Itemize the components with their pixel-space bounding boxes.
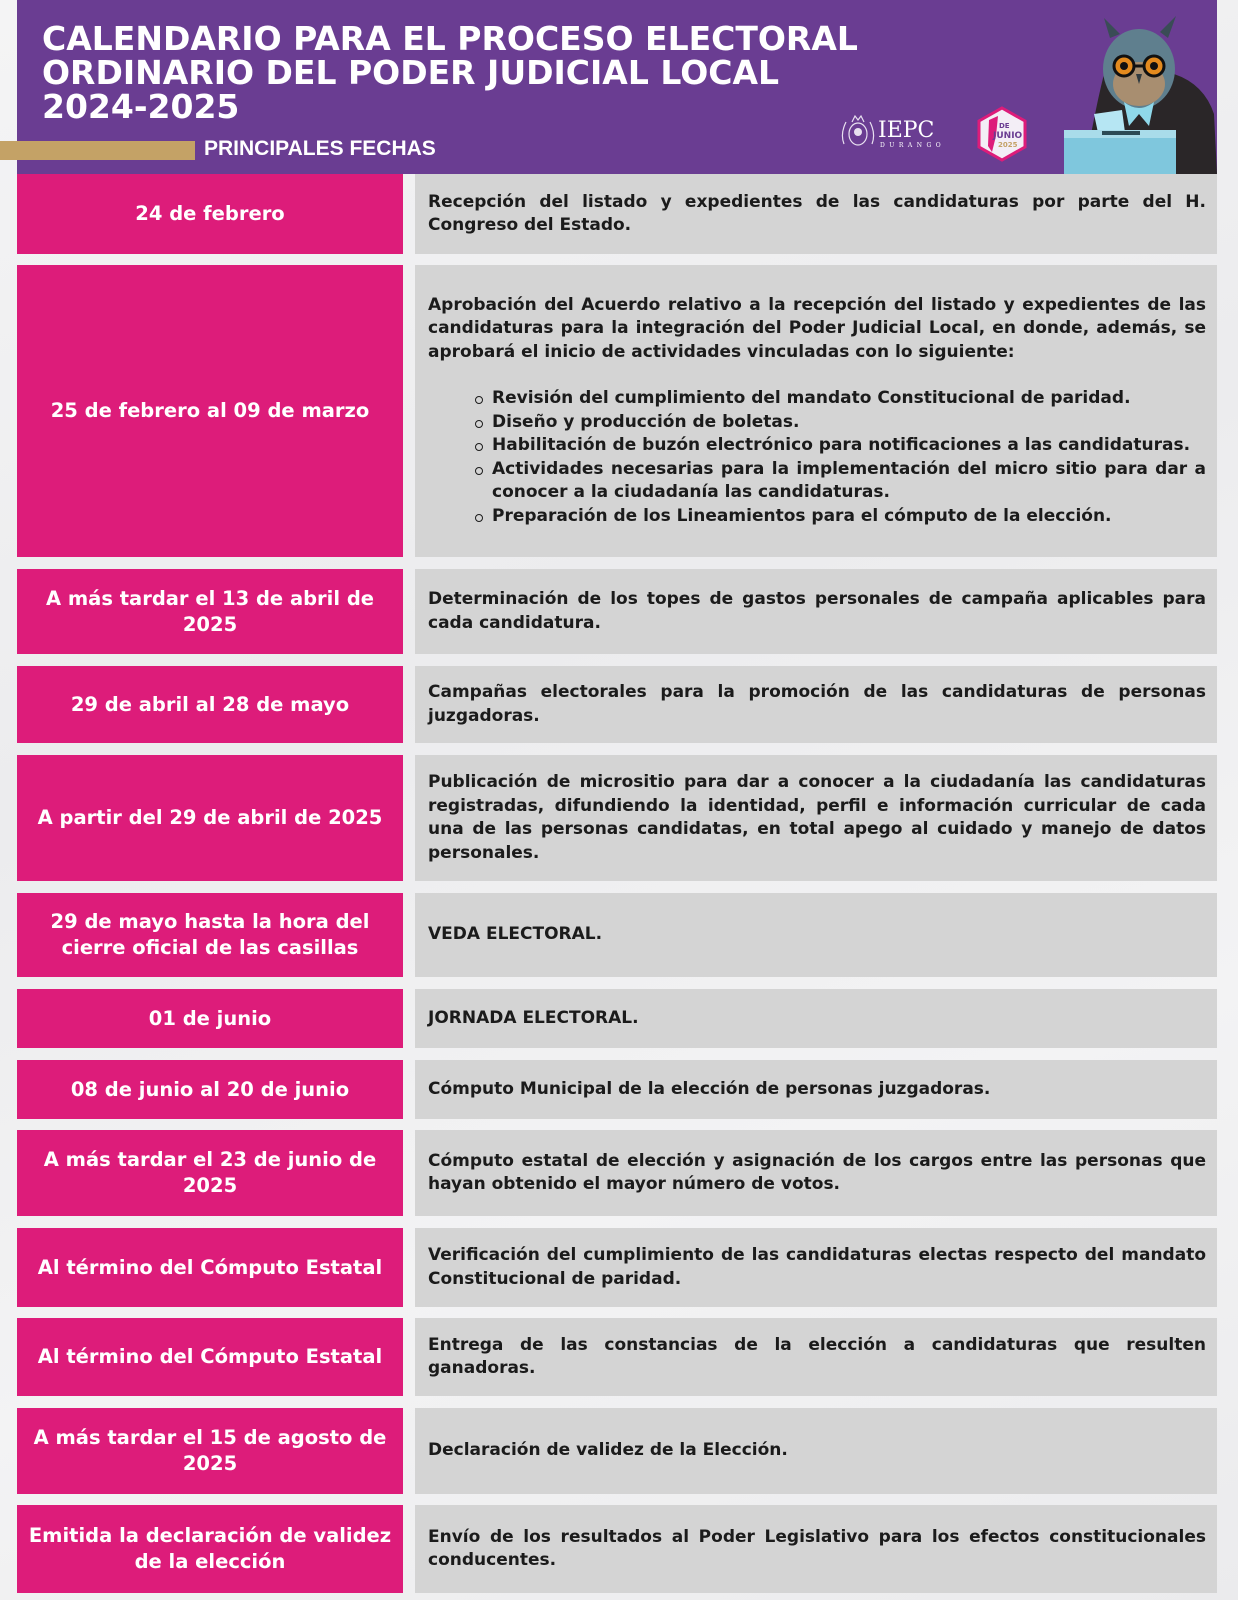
activity-list-item: Actividades necesarias para la implementación del micro sitio para dar a conocer a la ciudadanía las candidaturas. (492, 458, 1206, 505)
calendar-row (17, 265, 1217, 557)
activity-list-item: Preparación de los Lineamientos para el cómputo de la elección. (492, 505, 1206, 529)
row-description-text: Cómputo estatal de elección y asignación de los cargos entre las personas que hayan obtenido el mayor número de votos. (428, 1150, 1206, 1194)
calendar-row (17, 1228, 1217, 1307)
iepc-logo-text: IEPC (878, 118, 935, 143)
row-date: A más tardar el 23 de junio de 2025 (17, 1130, 403, 1216)
activity-list-item: Habilitación de buzón electrónico para notificaciones a las candidaturas. (492, 434, 1206, 458)
junio-logo-junio: JUNIO (993, 131, 1023, 141)
row-date: Al término del Cómputo Estatal (17, 1318, 403, 1396)
row-date: 08 de junio al 20 de junio (17, 1060, 403, 1119)
row-description-text: Aprobación del Acuerdo relativo a la recepción del listado y expedientes de las candidaturas para la integración del Poder Judicial Local, en donde, además, se aprobará el inicio de actividades vinculadas con lo siguiente: (428, 294, 1206, 362)
row-date: 25 de febrero al 09 de marzo (17, 265, 403, 557)
row-description (415, 569, 1217, 654)
row-description-text: Recepción del listado y expedientes de las candidaturas por parte del H. Congreso del Estado. (428, 191, 1206, 235)
calendar-row (17, 1318, 1217, 1396)
row-description-text: VEDA ELECTORAL. (428, 924, 603, 945)
row-date: Al término del Cómputo Estatal (17, 1228, 403, 1307)
row-description (415, 1060, 1217, 1119)
row-description-text: Cómputo Municipal de la elección de personas juzgadoras. (428, 1078, 991, 1099)
row-description-text: Publicación de micrositio para dar a conocer a la ciudadanía las candidaturas registradas, difundiendo la identidad, perfil e información curricular de cada una de las personas candidatas, en total apego al cuidado y manejo de datos personales. (428, 772, 1206, 863)
row-description (415, 666, 1217, 743)
row-description (415, 893, 1217, 977)
iepc-logo (838, 110, 950, 156)
activity-list (428, 387, 1206, 528)
row-date: A partir del 29 de abril de 2025 (17, 755, 403, 881)
calendar-row (17, 989, 1217, 1048)
calendar-row (17, 1408, 1217, 1494)
calendar-row (17, 1060, 1217, 1119)
junio-2025-logo (976, 106, 1028, 162)
calendar-row (17, 755, 1217, 881)
accent-bar (0, 141, 195, 160)
row-description-text: Campañas electorales para la promoción de las candidaturas de personas juzgadoras. (428, 682, 1206, 726)
calendar-row (17, 569, 1217, 654)
activity-list-item: Revisión del cumplimiento del mandato Constitucional de paridad. (492, 387, 1206, 411)
row-date: 24 de febrero (17, 174, 403, 254)
row-description (415, 1130, 1217, 1216)
page-title: CALENDARIO PARA EL PROCESO ELECTORAL ORDINARIO DEL PODER JUDICIAL LOCAL 2024-2025 (42, 19, 858, 126)
junio-logo-year: 2025 (998, 141, 1018, 149)
calendar-row (17, 666, 1217, 743)
row-date: A más tardar el 15 de agosto de 2025 (17, 1408, 403, 1494)
row-description-text: Envío de los resultados al Poder Legislativo para los efectos constitucionales conducentes. (428, 1526, 1206, 1570)
activity-list-item: Diseño y producción de boletas. (492, 411, 1206, 435)
row-description (415, 1505, 1217, 1593)
owl-mascot-illustration (1064, 14, 1217, 174)
row-description (415, 1408, 1217, 1494)
calendar-row (17, 1130, 1217, 1216)
row-description-text: JORNADA ELECTORAL. (428, 1007, 639, 1028)
calendar-row (17, 893, 1217, 977)
page-subtitle: PRINCIPALES FECHAS (204, 137, 436, 160)
row-description (415, 755, 1217, 881)
row-date: 01 de junio (17, 989, 403, 1048)
row-description-text: Declaración de validez de la Elección. (428, 1440, 788, 1461)
row-date: 29 de abril al 28 de mayo (17, 666, 403, 743)
row-date: 29 de mayo hasta la hora del cierre oficial de las casillas (17, 893, 403, 977)
junio-logo-de: DE (999, 122, 1010, 130)
row-description-text: Entrega de las constancias de la elección a candidaturas que resulten ganadoras. (428, 1334, 1206, 1378)
row-description-text: Determinación de los topes de gastos personales de campaña aplicables para cada candidatura. (428, 589, 1206, 633)
row-date: Emitida la declaración de validez de la elección (17, 1505, 403, 1593)
row-description (415, 174, 1217, 254)
calendar-row (17, 174, 1217, 254)
row-description (415, 265, 1217, 557)
row-description (415, 989, 1217, 1048)
row-date: A más tardar el 13 de abril de 2025 (17, 569, 403, 654)
row-description (415, 1318, 1217, 1396)
row-description (415, 1228, 1217, 1307)
iepc-logo-sub: DURANGO (880, 142, 946, 149)
row-description-text: Verificación del cumplimiento de las candidaturas electas respecto del mandato Constitucional de paridad. (428, 1245, 1206, 1289)
calendar-row (17, 1505, 1217, 1593)
